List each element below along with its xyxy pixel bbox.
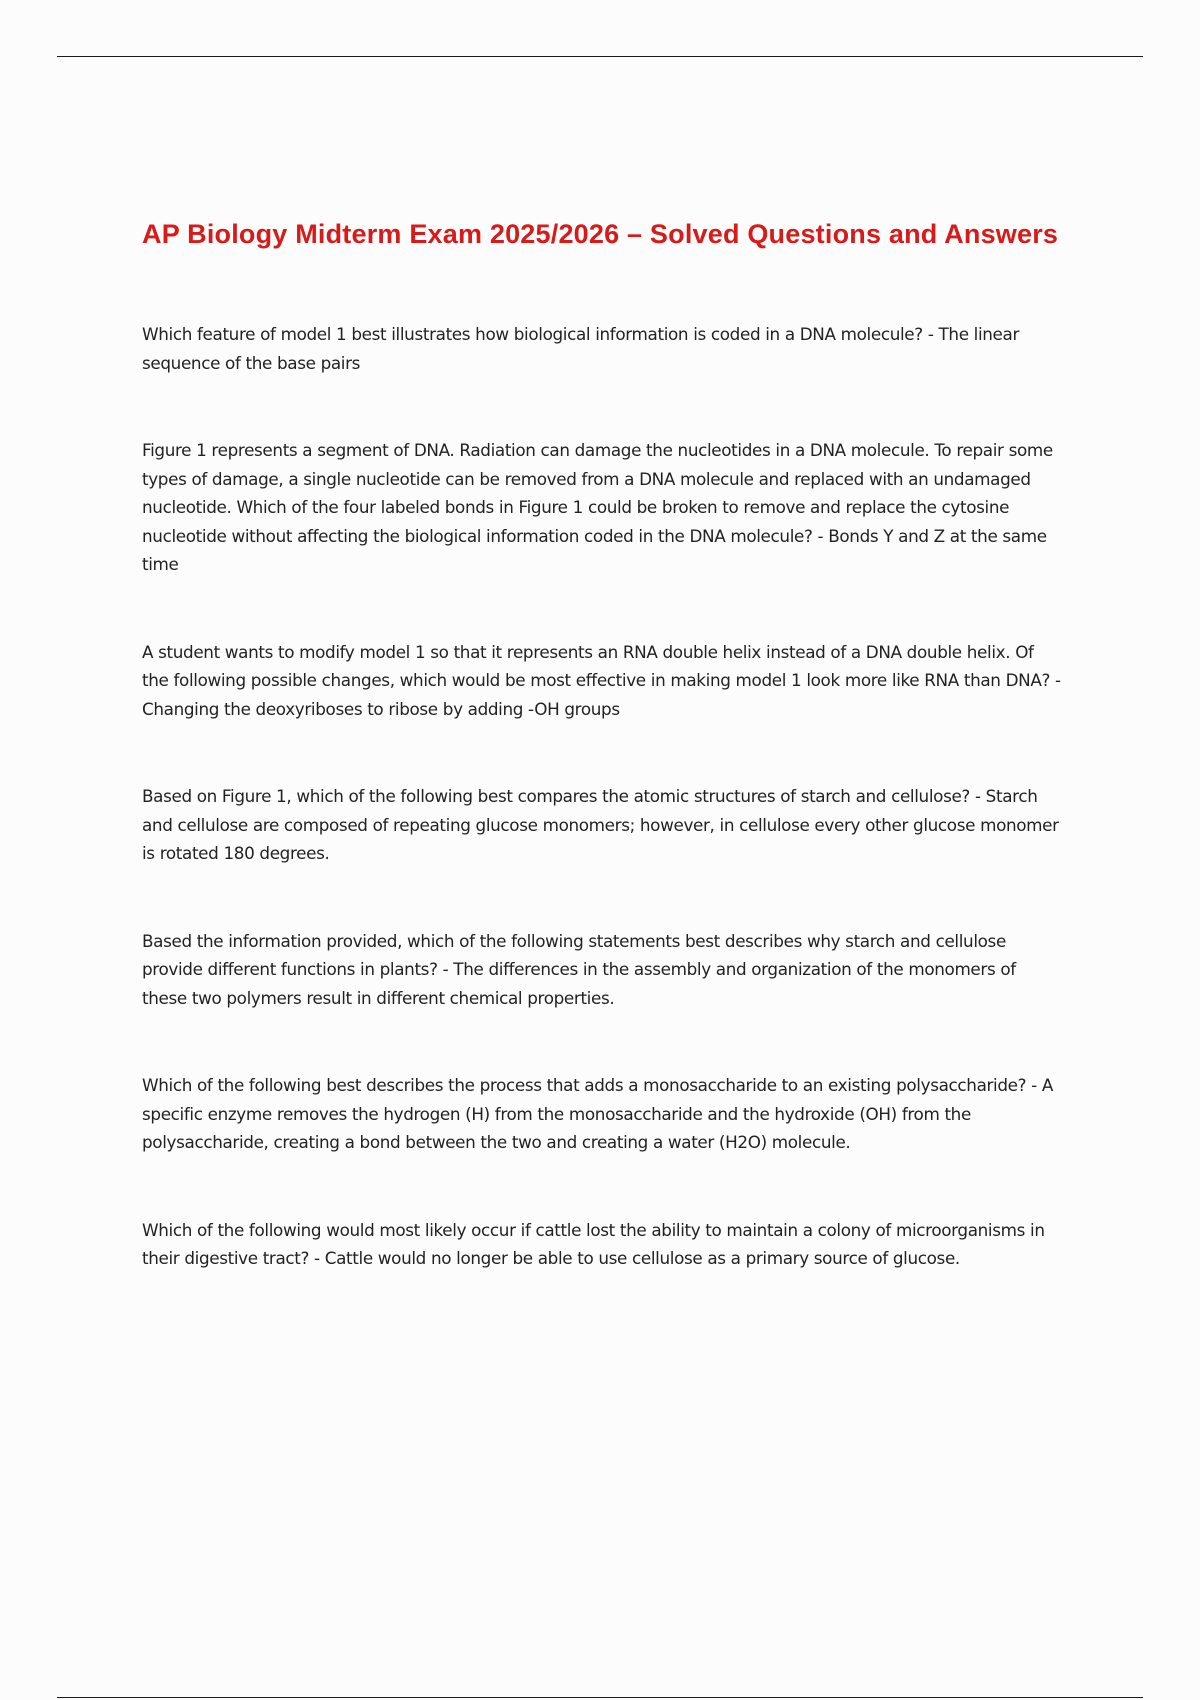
qa-item: Which feature of model 1 best illustrates how biological information is coded in a DNA molecule? - The linear sequence of the base pairs (142, 324, 1020, 373)
qa-item: A student wants to modify model 1 so that it represents an RNA double helix instead of a DNA double helix. Of the following possible changes, which would be most effective in making model 1 look more like RNA than DNA? - Changing the deoxyriboses to ribose by adding -OH groups (142, 641, 1061, 719)
qa-item: Which of the following would most likely occur if cattle lost the ability to maintain a colony of microorganisms in their digestive tract? - Cattle would no longer be able to use cellulose as a primary source of glucose. (142, 1219, 1045, 1268)
header-rule (57, 56, 1143, 57)
qa-list (142, 320, 1062, 1273)
document-title: AP Biology Midterm Exam 2025/2026 – Solved Questions and Answers (142, 219, 1059, 249)
qa-item: Based the information provided, which of the following statements best describes why starch and cellulose provide different functions in plants? - The differences in the assembly and organization of the monomers of these two polymers result in different chemical properties. (142, 930, 1016, 1008)
qa-item: Figure 1 represents a segment of DNA. Radiation can damage the nucleotides in a DNA molecule. To repair some types of damage, a single nucleotide can be removed from a DNA molecule and replaced with an undamaged nucleotide. Which of the four labeled bonds in Figure 1 could be broken to remove and replace the cytosine nucleotide without affecting the biological information coded in the DNA molecule? - Bonds Y and Z at the same time (142, 440, 1053, 574)
qa-item: Which of the following best describes the process that adds a monosaccharide to an existing polysaccharide? - A specific enzyme removes the hydrogen (H) from the monosaccharide and the hydroxide (OH) from the polysaccharide, creating a bond between the two and creating a water (H2O) molecule. (142, 1075, 1053, 1152)
document-body (142, 212, 1062, 1332)
qa-item: Based on Figure 1, which of the following best compares the atomic structures of starch and cellulose? - Starch and cellulose are composed of repeating glucose monomers; however, in cellulose every other glucose monomer is rotated 180 degrees. (142, 786, 1059, 863)
footer-rule (57, 1697, 1143, 1698)
